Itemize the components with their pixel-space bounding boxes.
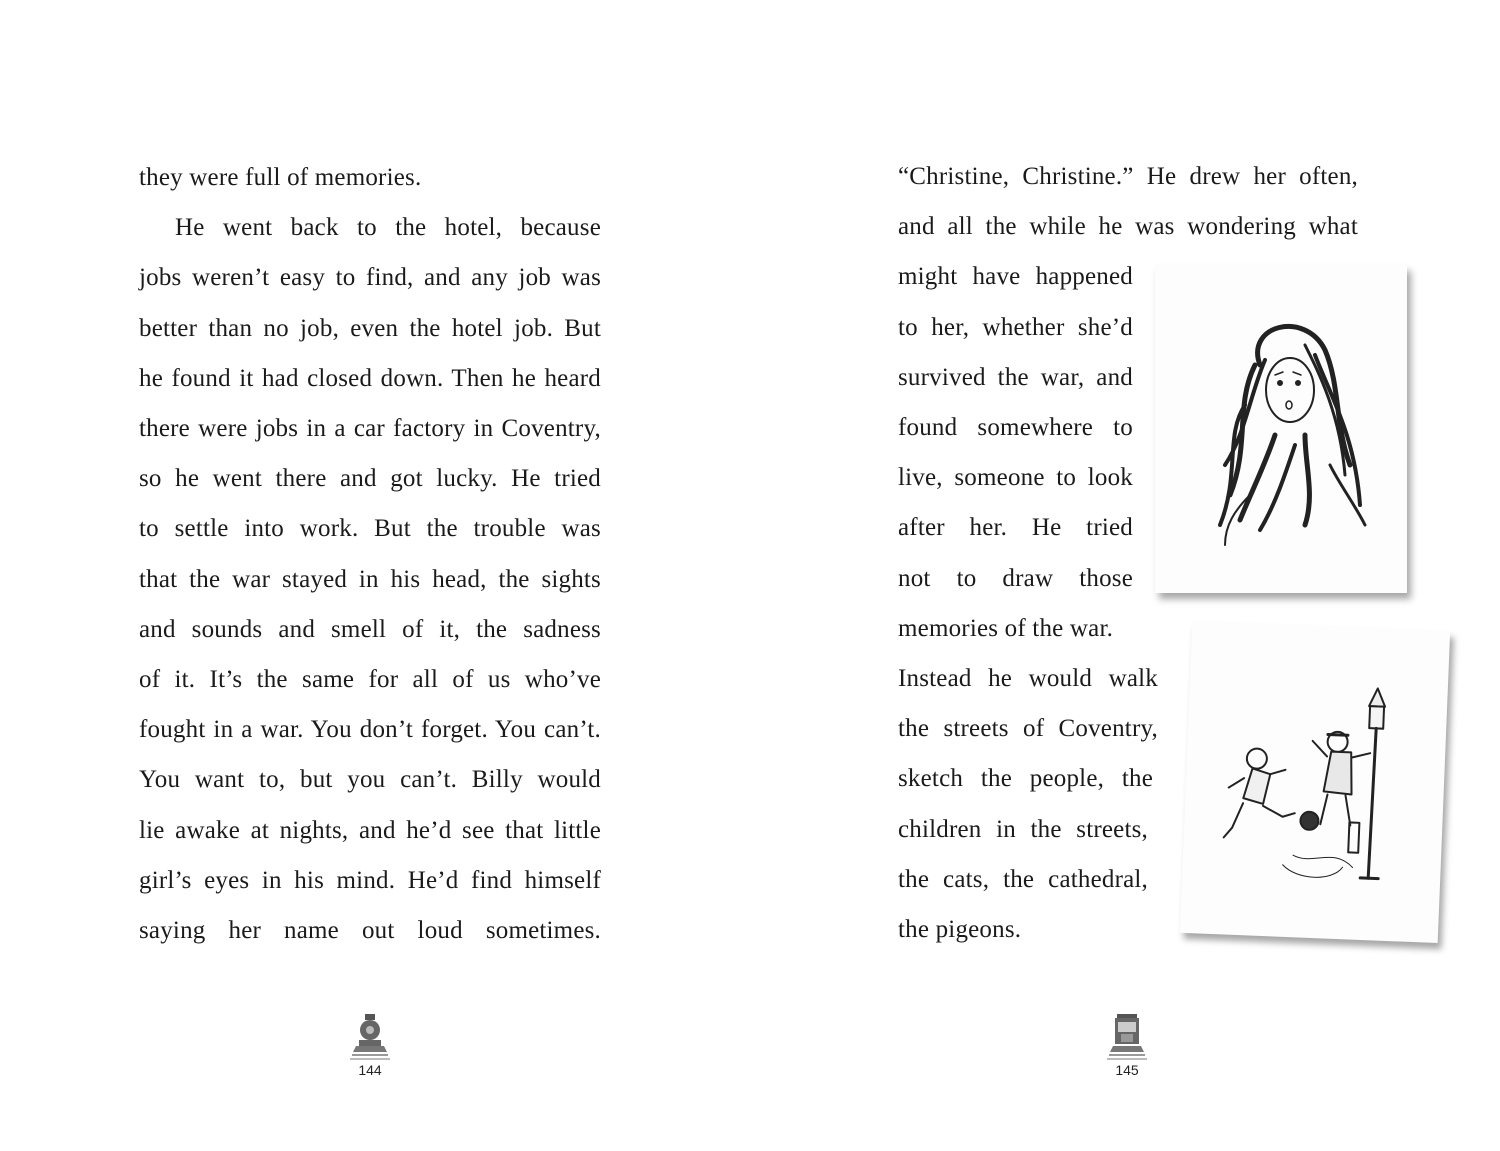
right-page — [750, 0, 1500, 1151]
text-line: there were jobs in a car factory in Coventry, — [139, 415, 601, 442]
locomotive-front-icon — [350, 1012, 390, 1062]
text-line: He went back to the hotel, because — [175, 214, 601, 242]
text-line: of it. It’s the same for all of us who’ve — [139, 666, 601, 693]
text-line: saying her name out loud sometimes. — [139, 917, 601, 944]
text-line: to her, whether she’d — [898, 313, 1133, 341]
text-line: he found it had closed down. Then he heard — [139, 364, 601, 392]
text-line: to settle into work. But the trouble was — [139, 515, 601, 543]
text-line: memories of the war. — [898, 614, 1114, 642]
girl-sketch-icon — [1155, 265, 1407, 593]
girl-portrait-illustration — [1155, 265, 1407, 593]
text-line: that the war stayed in his head, the sights — [139, 565, 601, 593]
text-line: Instead he would walk — [898, 665, 1158, 692]
page-number: 144 — [358, 1062, 382, 1078]
text-line: they were full of memories. — [139, 164, 422, 191]
text-line: after her. He tried — [898, 514, 1133, 542]
text-line: the streets of Coventry, — [898, 715, 1158, 743]
page-number: 145 — [1115, 1062, 1139, 1078]
text-line: so he went there and got lucky. He tried — [139, 465, 601, 493]
text-line: and all the while he was wondering what — [898, 213, 1358, 241]
text-line: the cats, the cathedral, — [898, 865, 1148, 893]
text-line: You want to, but you can’t. Billy would — [139, 766, 601, 794]
text-line: better than no job, even the hotel job. But — [139, 314, 601, 342]
text-line: might have happened — [898, 263, 1133, 291]
text-line: jobs weren’t easy to find, and any job was — [139, 264, 601, 292]
boys-football-illustration — [1180, 621, 1450, 943]
text-line: “Christine, Christine.” He drew her often, — [898, 163, 1358, 190]
text-line: sketch the people, the — [898, 765, 1153, 793]
text-line: children in the streets, — [898, 815, 1148, 843]
text-line: not to draw those — [898, 564, 1133, 592]
text-line: and sounds and smell of it, the sadness — [139, 615, 601, 643]
text-line: live, someone to look — [898, 464, 1133, 492]
text-line: the pigeons. — [898, 916, 1022, 943]
text-line: survived the war, and — [898, 363, 1133, 391]
text-line: found somewhere to — [898, 414, 1133, 441]
text-line: lie awake at nights, and he’d see that little — [139, 816, 601, 844]
text-line: fought in a war. You don’t forget. You can’t. — [139, 716, 601, 744]
text-line: girl’s eyes in his mind. He’d find himself — [139, 866, 601, 894]
tram-front-icon — [1107, 1012, 1147, 1062]
boys-football-sketch-icon — [1180, 621, 1450, 943]
